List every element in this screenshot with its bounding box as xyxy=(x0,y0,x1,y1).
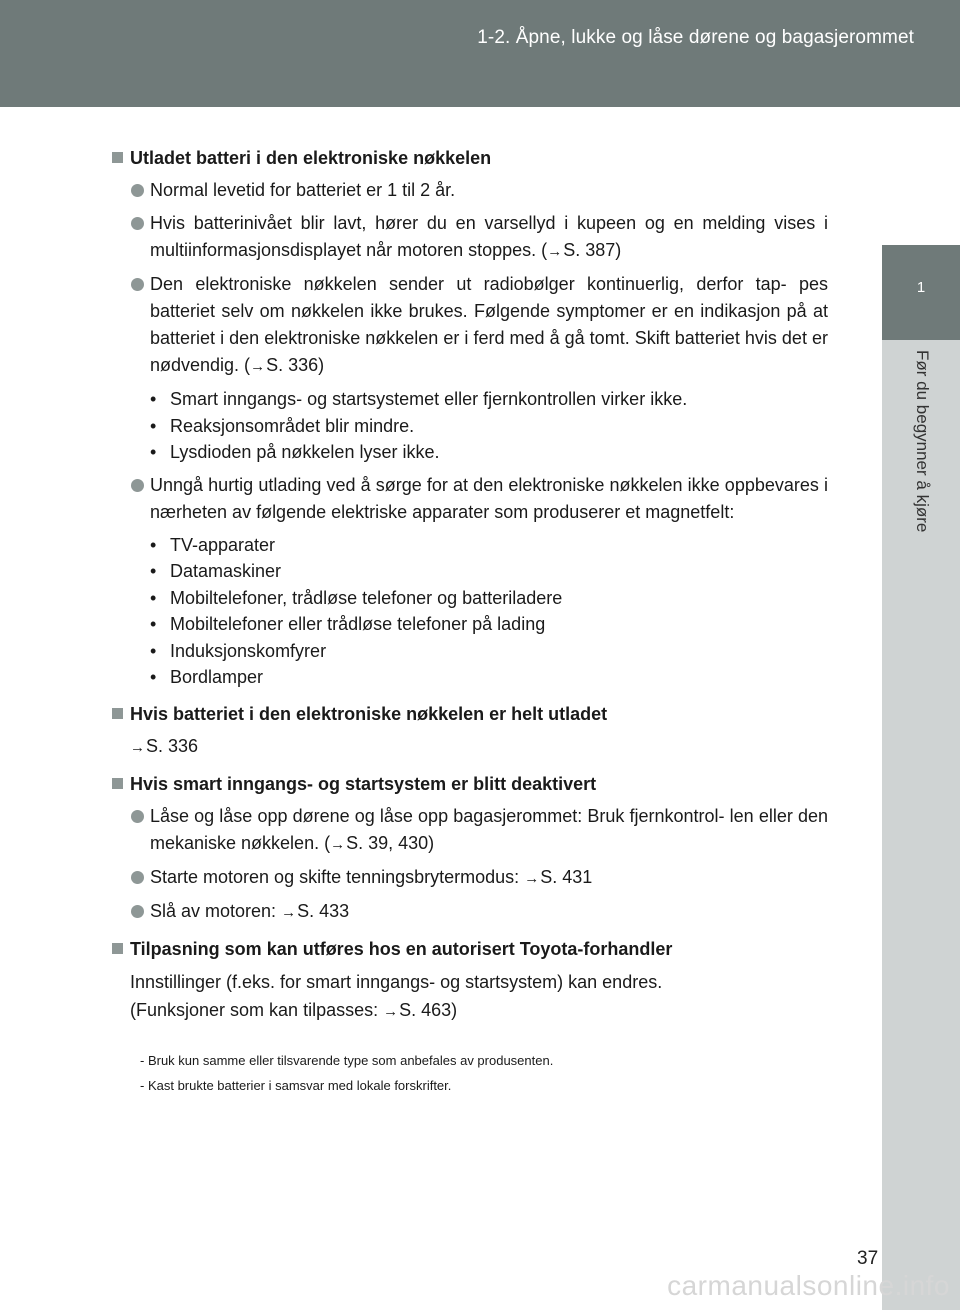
page-reference-link[interactable]: S. 433 xyxy=(297,900,350,921)
page-content xyxy=(112,145,828,1036)
circle-bullet-icon xyxy=(131,810,144,823)
list-item: • Induksjonskomfyrer xyxy=(150,640,327,661)
circle-bullet-icon xyxy=(131,479,144,492)
reference-line xyxy=(112,733,828,761)
section-title: Tilpasning som kan utføres hos en autorisert Toyota-forhandler xyxy=(112,936,828,962)
section-empty-battery xyxy=(112,701,828,761)
arrow-icon: → xyxy=(547,243,563,260)
arrow-icon: → xyxy=(383,1002,399,1020)
chapter-title: 1-2. Åpne, lukke og låse dørene og bagasjerommet xyxy=(477,27,914,48)
list-item: • Mobiltelefoner, trådløse telefoner og batteriladere xyxy=(150,587,563,608)
arrow-icon: → xyxy=(130,738,145,756)
chapter-tab xyxy=(882,245,960,340)
device-list xyxy=(112,532,828,691)
list-item: • Datamaskiner xyxy=(150,561,282,581)
symptom-list xyxy=(112,386,828,466)
circle-bullet-icon xyxy=(131,871,144,884)
list-item: • Mobiltelefoner eller trådløse telefoner på lading xyxy=(150,614,546,634)
page-reference-link[interactable]: S. 39, 430) xyxy=(346,832,435,853)
bullet-item: Unngå hurtig utlading ved å sørge for at den elektroniske nøkkelen ikke oppbevares i nærheten av følgende elektriske apparater som produserer et magnetfelt: xyxy=(112,472,828,526)
bullet-item: Den elektroniske nøkkelen sender ut radiobølger kontinuerlig, derfor tap- pes batteriet selv om nøkkelen ikke brukes. Følgende symptomer er en indikasjon på at batteriet i den elektroniske nøkkelen er i ferd med å gå tomt. Skift batteriet hvis det er nødvendig. (→S. 336) xyxy=(112,271,828,380)
arrow-icon: → xyxy=(281,903,297,921)
page-reference-link[interactable]: S. 336) xyxy=(266,355,325,375)
side-chapter-label: Før du begynner å kjøre xyxy=(913,350,932,533)
arrow-icon: → xyxy=(250,358,266,375)
paragraph: (Funksjoner som kan tilpasses: →S. 463) xyxy=(130,999,458,1020)
square-bullet-icon xyxy=(112,152,123,163)
arrow-icon: → xyxy=(330,835,346,853)
footnote: - Bruk kun samme eller tilsvarende type som anbefales av produsenten. xyxy=(140,1053,554,1068)
page-reference-link[interactable]: S. 431 xyxy=(540,866,593,887)
page-reference-link[interactable]: S. 463) xyxy=(399,999,458,1020)
section-title: Hvis smart inngangs- og startsystem er blitt deaktivert xyxy=(112,771,828,797)
list-item: • Smart inngangs- og startsystemet eller fjernkontrollen virker ikke. xyxy=(150,389,688,409)
square-bullet-icon xyxy=(112,943,123,954)
watermark: carmanualsonline.info xyxy=(667,1270,950,1301)
page-reference-link[interactable]: S. 336 xyxy=(146,735,199,756)
list-item: • Reaksjonsområdet blir mindre. xyxy=(150,415,415,436)
bullet-item: Låse og låse opp dørene og låse opp bagasjerommet: Bruk fjernkontrol- len eller den mekaniske nøkkelen. (→S. 39, 430) xyxy=(112,803,828,858)
section-battery xyxy=(112,145,828,691)
bullet-item: Hvis batterinivået blir lavt, hører du en varsellyd i kupeen og en melding vises i multiinformasjonsdisplayet når motoren stoppes. (→S. 387) xyxy=(112,210,828,265)
section-system-disabled xyxy=(112,771,828,926)
section-title: Utladet batteri i den elektroniske nøkkelen xyxy=(112,145,828,171)
section-customization xyxy=(112,936,828,1026)
bullet-item: Normal levetid for batteriet er 1 til 2 år. xyxy=(112,177,828,204)
list-item: • Lysdioden på nøkkelen lyser ikke. xyxy=(150,442,440,462)
section-title: Hvis batteriet i den elektroniske nøkkelen er helt utladet xyxy=(112,701,828,727)
paragraph: Innstillinger (f.eks. for smart inngangs- og startsystem) kan endres. xyxy=(130,971,663,992)
list-item: • TV-apparater xyxy=(150,534,276,555)
footnotes xyxy=(140,1048,840,1098)
circle-bullet-icon xyxy=(131,184,144,197)
circle-bullet-icon xyxy=(131,278,144,291)
circle-bullet-icon xyxy=(131,217,144,230)
arrow-icon: → xyxy=(524,869,540,887)
square-bullet-icon xyxy=(112,708,123,719)
page-number: 37 xyxy=(857,1248,879,1269)
bullet-item: Starte motoren og skifte tenningsbrytermodus: →S. 431 xyxy=(112,864,828,892)
page-header xyxy=(0,0,960,107)
circle-bullet-icon xyxy=(131,905,144,918)
chapter-number: 1 xyxy=(916,279,926,296)
list-item: • Bordlamper xyxy=(150,667,264,687)
footnote: - Kast brukte batterier i samsvar med lokale forskrifter. xyxy=(140,1078,452,1093)
square-bullet-icon xyxy=(112,778,123,789)
bullet-item: Slå av motoren: →S. 433 xyxy=(112,898,828,926)
page-reference-link[interactable]: S. 387) xyxy=(563,240,622,260)
